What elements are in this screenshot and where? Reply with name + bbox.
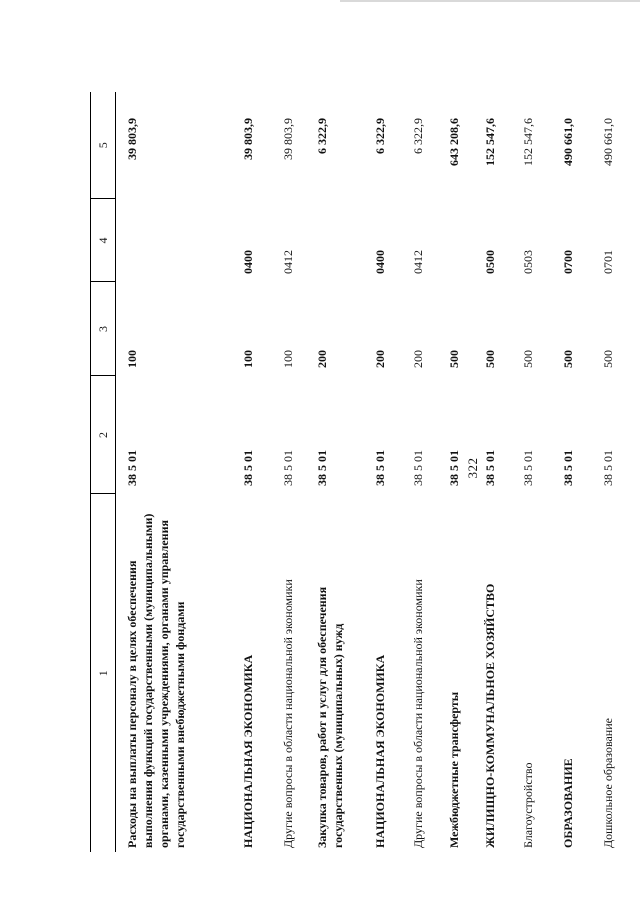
table-row xyxy=(582,92,622,852)
amount-cell: 6 322,9 xyxy=(373,118,387,154)
amount-cell: 152 547,6 xyxy=(483,118,497,166)
section-code-cell: 0503 xyxy=(521,250,535,274)
amount-cell: 6 322,9 xyxy=(315,118,329,154)
target-article-cell: 38 5 01 xyxy=(241,450,255,486)
target-article-cell: 38 5 01 xyxy=(125,450,139,486)
expense-type-cell: 500 xyxy=(601,350,615,368)
row-name-cell: ОБРАЗОВАНИЕ xyxy=(561,758,575,848)
row-name-cell: НАЦИОНАЛЬНАЯ ЭКОНОМИКА xyxy=(241,654,255,848)
table-row xyxy=(262,92,300,852)
row-name-cell: Благоустройство xyxy=(521,762,535,848)
target-article-cell: 38 5 01 xyxy=(601,450,615,486)
expense-type-cell: 100 xyxy=(241,350,255,368)
amount-cell: 152 547,6 xyxy=(521,118,535,166)
section-code-cell xyxy=(430,199,466,282)
table-row xyxy=(542,92,582,852)
row-name-cell: Расходы на выплаты персоналу в целях обеспечения выполнения функций государственными (муниципальными) органами, казенными учреждениями, органами управления государственными внебюджетными фондами xyxy=(125,513,187,848)
column-header: 2 xyxy=(91,376,116,494)
section-code-cell: 0412 xyxy=(281,250,295,274)
expense-type-cell: 100 xyxy=(125,350,139,368)
scan-edge-line xyxy=(340,0,640,2)
table-row xyxy=(430,92,466,852)
column-header: 1 xyxy=(91,494,116,852)
section-code-cell: 0400 xyxy=(373,250,387,274)
amount-cell: 39 803,9 xyxy=(125,118,139,160)
row-name-cell: Дошкольное образование xyxy=(601,718,615,848)
target-article-cell: 38 5 01 xyxy=(521,450,535,486)
column-header: 3 xyxy=(91,282,116,376)
expense-type-cell: 200 xyxy=(315,350,329,368)
row-name-cell: ЖИЛИЩНО-КОММУНАЛЬНОЕ ХОЗЯЙСТВО xyxy=(483,583,497,848)
row-name-cell: Закупка товаров, работ и услуг для обеспечения государственных (муниципальных) нужд xyxy=(315,586,345,848)
target-article-cell: 38 5 01 xyxy=(373,450,387,486)
section-code-cell: 0400 xyxy=(241,250,255,274)
expense-type-cell: 200 xyxy=(411,350,425,368)
amount-cell: 490 661,0 xyxy=(561,118,575,166)
expense-type-cell: 500 xyxy=(483,350,497,368)
target-article-cell: 38 5 01 xyxy=(411,450,425,486)
column-number-header-row xyxy=(91,92,116,852)
table-row xyxy=(394,92,430,852)
expense-type-cell: 500 xyxy=(561,350,575,368)
target-article-cell: 38 5 01 xyxy=(483,450,497,486)
row-name-cell: Другие вопросы в области национальной экономики xyxy=(411,579,425,848)
budget-table-container xyxy=(90,92,615,852)
target-article-cell: 38 5 01 xyxy=(561,450,575,486)
row-name-cell: Межбюджетные трансферты xyxy=(447,691,461,848)
row-name-cell: Другие вопросы в области национальной экономики xyxy=(281,579,295,848)
section-code-cell: 0500 xyxy=(483,250,497,274)
expense-type-cell: 500 xyxy=(447,350,461,368)
amount-cell: 490 661,0 xyxy=(601,118,615,166)
target-article-cell: 38 5 01 xyxy=(447,450,461,486)
section-code-cell: 0700 xyxy=(561,250,575,274)
section-code-cell xyxy=(116,199,221,282)
column-header: 4 xyxy=(91,199,116,282)
target-article-cell: 38 5 01 xyxy=(281,450,295,486)
table-row xyxy=(300,92,354,852)
table-row xyxy=(116,92,221,852)
table-row xyxy=(220,92,262,852)
table-row xyxy=(354,92,394,852)
row-name-cell: НАЦИОНАЛЬНАЯ ЭКОНОМИКА xyxy=(373,654,387,848)
table-row xyxy=(502,92,542,852)
target-article-cell: 38 5 01 xyxy=(315,450,329,486)
page-number: 322 xyxy=(465,457,480,479)
table-row xyxy=(466,92,502,852)
section-code-cell: 0412 xyxy=(411,250,425,274)
column-header: 5 xyxy=(91,92,116,199)
amount-cell: 643 208,6 xyxy=(447,118,461,166)
expense-type-cell: 200 xyxy=(373,350,387,368)
amount-cell: 39 803,9 xyxy=(281,118,295,160)
section-code-cell: 0701 xyxy=(601,250,615,274)
expense-type-cell: 100 xyxy=(281,350,295,368)
budget-table xyxy=(90,92,622,852)
amount-cell: 39 803,9 xyxy=(241,118,255,160)
expense-type-cell: 500 xyxy=(521,350,535,368)
amount-cell: 6 322,9 xyxy=(411,118,425,154)
section-code-cell xyxy=(300,199,354,282)
